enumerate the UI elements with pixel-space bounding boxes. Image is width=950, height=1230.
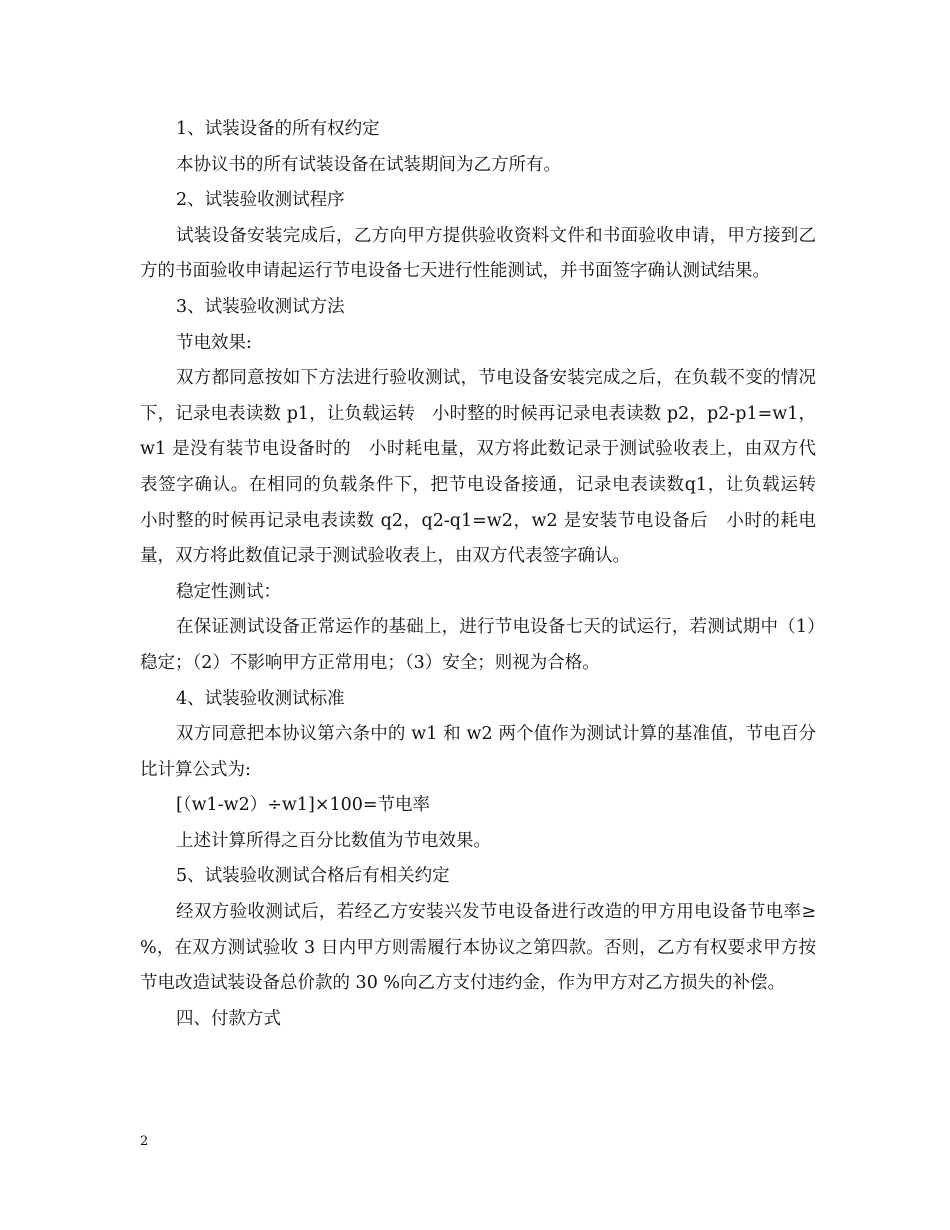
document-body bbox=[140, 112, 833, 1037]
chapter-heading: 四、付款方式 bbox=[176, 1008, 281, 1029]
formula: [（w1-w2）÷w1]×100=节电率 bbox=[176, 795, 431, 816]
paragraph: 双方都同意按如下方法进行验收测试，节电设备安装完成之后，在负载不变的情况下，记录电表读数 p1，让负载运转 小时整的时候再记录电表读数 p2，p2-p1=w1，w1 是没有装节电设备时的 小时耗电量，双方将此数记录于测试验收表上，由双方代表签字确认。在相同的负载条件下，把节电设备接通，记录电表读数q1，让负载运转 小时整的时候再记录电表读数 q2，q2-q1=w2，w2 是安装节电设备后 小时的耗电量，双方将此数值记录于测试验收表上，由双方代表签字确认。 bbox=[140, 368, 833, 567]
section-heading: 5、试装验收测试合格后有相关约定 bbox=[176, 866, 450, 887]
section-heading: 3、试装验收测试方法 bbox=[176, 296, 345, 317]
section-heading: 1、试装设备的所有权约定 bbox=[176, 119, 380, 139]
paragraph: 试装设备安装完成后，乙方向甲方提供验收资料文件和书面验收申请，甲方接到乙方的书面验收申请起运行节电设备七天进行性能测试，并书面签字确认测试结果。 bbox=[140, 225, 816, 282]
paragraph: 经双方验收测试后，若经乙方安装兴发节电设备进行改造的甲方用电设备节电率≥ %，在双方测试验收 3 日内甲方则需履行本协议之第四款。否则，乙方有权要求甲方按节电改造试装设备总价款的 30 %向乙方支付违约金，作为甲方对乙方损失的补偿。 bbox=[140, 902, 833, 994]
paragraph: 在保证测试设备正常运作的基础上，进行节电设备七天的试运行，若测试期中（1）稳定；（2）不影响甲方正常用电；（3）安全；则视为合格。 bbox=[140, 617, 816, 673]
paragraph: 本协议书的所有试装设备在试装期间为乙方所有。 bbox=[176, 154, 561, 175]
paragraph: 双方同意把本协议第六条中的 w1 和 w2 两个值作为测试计算的基准值，节电百分比计算公式为: bbox=[140, 724, 816, 780]
page-number: 2 bbox=[140, 1134, 149, 1149]
section-heading: 2、试装验收测试程序 bbox=[176, 190, 345, 211]
paragraph: 上述计算所得之百分比数值为节电效果。 bbox=[176, 830, 491, 851]
subheading: 稳定性测试： bbox=[176, 581, 281, 602]
subheading: 节电效果: bbox=[176, 332, 252, 353]
section-heading: 4、试装验收测试标准 bbox=[176, 688, 345, 709]
